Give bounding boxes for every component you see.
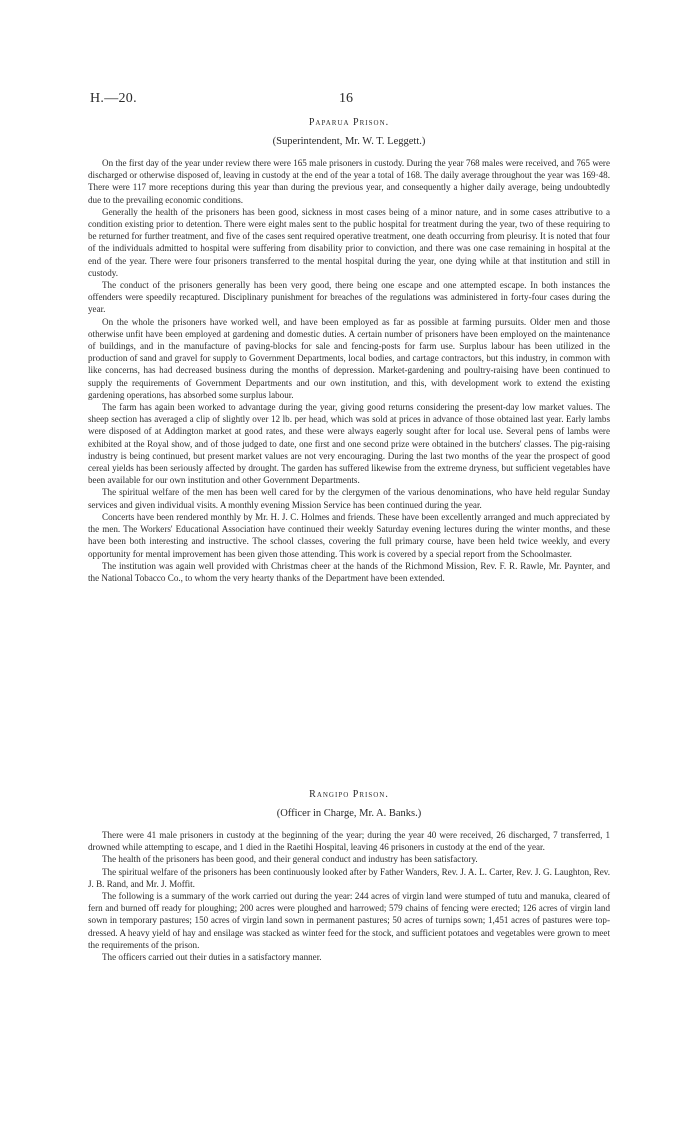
paragraph: The following is a summary of the work carried out during the year: 244 acres of virgin land were stumped of tutu and manuka, cleared of fern and burned off ready for ploughing; 200 acres were ploughed and harrowed; 579 chains of fencing were erected; 126 acres of virgin land sown in temporary pastures; 150 acres of virgin land sown in permanent pastures; 50 acres of turnips sown; 1,451 acres of pastures were top-dressed. A heavy yield of hay and ensilage was stacked as winter feed for the stock, and sufficient potatoes and vegetables were grown to meet the requirements of the prison. — [88, 891, 610, 950]
section-title: Rangipo Prison. — [309, 789, 389, 800]
section-paparua-prison — [88, 117, 610, 584]
paragraph: The officers carried out their duties in a satisfactory manner. — [102, 952, 322, 963]
paragraph: The spiritual welfare of the men has been well cared for by the clergymen of the various denominations, who have held regular Sunday services and given individual visits. A monthly evening Mission Service has been continued during the year. — [88, 487, 610, 510]
page-number: 16 — [339, 91, 353, 106]
paragraph: On the first day of the year under review there were 165 male prisoners in custody. During the year 768 males were received, and 765 were discharged or otherwise disposed of, leaving in custody at the end of the year a total of 168. The daily average throughout the year was 169·48. There were 117 more receptions during this year than during the previous year, and consequently a higher daily average, being undoubtedly due to the prevailing economic conditions. — [88, 158, 610, 205]
paragraph: The farm has again been worked to advantage during the year, giving good returns considering the present-day low market values. The sheep section has averaged a clip of slightly over 12 lb. per head, which was sold at prices in advance of those obtained last year. Early lambs were disposed of at Addington market at good rates, and these were always eagerly sought after for local use. Several pens of lambs were exhibited at the Royal show, and of those judged to date, one first and one second prize were obtained in the butchers' classes. The pig-raising industry is being continued, but present market values are not very encouraging. During the last two months of the year the prospect of good cereal yields has been seriously affected by drought. The garden has suffered likewise from the extreme dryness, but sufficient vegetables have been available for our own institution and other Government Departments. — [88, 402, 610, 486]
section-subtitle: (Officer in Charge, Mr. A. Banks.) — [276, 808, 422, 819]
paragraph: The institution was again well provided with Christmas cheer at the hands of the Richmond Mission, Rev. F. R. Rawle, Mr. Paynter, and the National Tobacco Co., to whom the very hearty thanks of the Department have been extended. — [88, 560, 610, 583]
section-rangipo-prison — [88, 789, 610, 963]
paragraph: On the whole the prisoners have worked well, and have been employed as far as possible at farming pursuits. Older men and those otherwise unfit have been employed at gardening and domestic duties. A certain number of prisoners have been employed on the maintenance of buildings, and in the manufacture of paving-blocks for sale and fencing-posts for farm use. Surplus labour has been utilized in the production of sand and gravel for supply to Government Departments, local bodies, and cartage contractors, but this industry, in common with like concerns, has had decreased business during the months of depression. Market-gardening and poultry-raising have been continued to supply the requirements of Government Departments and our own institution, and this, with development work to extend the existing gardening operations, has absorbed some surplus labour. — [88, 316, 610, 400]
paragraph: The conduct of the prisoners generally has been very good, there being one escape and one attempted escape. In both instances the offenders were speedily recaptured. Disciplinary punishment for breaches of the regulations was administered in forty-four cases during the year. — [88, 280, 610, 315]
section-title: Paparua Prison. — [308, 117, 390, 128]
document-reference: H.—20. — [90, 91, 137, 106]
paragraph: There were 41 male prisoners in custody at the beginning of the year; during the year 40 were received, 26 discharged, 7 transferred, 1 drowned while attempting to escape, and 1 died in the Raetihi Hospital, leaving 46 prisoners in custody at the end of the year. — [88, 830, 610, 853]
paragraph: The health of the prisoners has been good, and their general conduct and industry has been satisfactory. — [102, 854, 478, 865]
paragraph: Generally the health of the prisoners has been good, sickness in most cases being of a minor nature, and in some cases attributive to a condition existing prior to detention. There were eight males sent to the public hospital for treatment during the year, two of these requiring to be returned for further treatment, and five of the cases sent required operative treatment, one death occurring from pleurisy. It is noted that four of the individuals admitted to hospital were suffering from disability prior to conviction, and there was one case remaining in hospital at the end of the year. There were four prisoners transferred to the mental hospital during the year, one dying while at that institution and still in custody. — [88, 206, 610, 278]
paragraph: The spiritual welfare of the prisoners has been continuously looked after by Father Wanders, Rev. J. A. L. Carter, Rev. J. G. Laughton, Rev. J. B. Rand, and Mr. J. Moffit. — [88, 866, 610, 889]
section-subtitle: (Superintendent, Mr. W. T. Leggett.) — [272, 136, 426, 147]
paragraph: Concerts have been rendered monthly by Mr. H. J. C. Holmes and friends. These have been excellently arranged and much appreciated by the men. The Workers' Educational Association have continued their weekly Saturday evening lectures during the winter months, and these have been both interesting and instructive. The school classes, covering the full primary course, have been held twice weekly, and every opportunity for mental improvement has been given those attending. This work is covered by a special report from the Schoolmaster. — [88, 511, 610, 559]
